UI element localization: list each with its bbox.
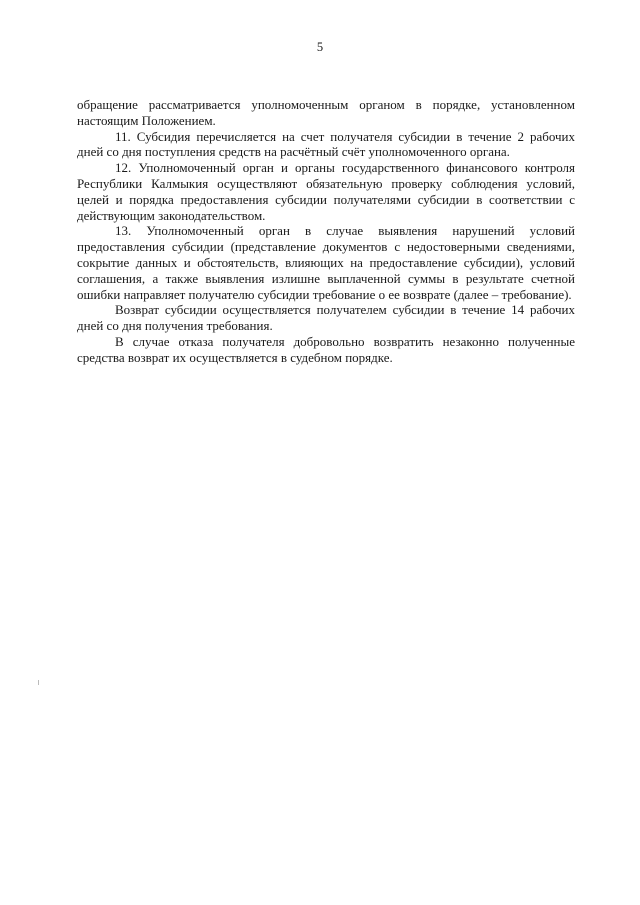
paragraph-item-12: 12. Уполномоченный орган и органы государственного финансового контроля Республики Калмыкия осуществляют обязательную проверку соблюдения условий, целей и порядка предоставления субсидии получателями субсидии в соответствии с действующим законодательством. — [77, 160, 575, 223]
paragraph-item-11: 11. Субсидия перечисляется на счет получателя субсидии в течение 2 рабочих дней со дня поступления средств на расчётный счёт уполномоченного органа. — [77, 128, 575, 160]
document-body — [77, 97, 575, 366]
paragraph-judicial-refund: В случае отказа получателя добровольно возвратить незаконно полученные средства возврат их осуществляется в судебном порядке. — [77, 333, 575, 365]
paragraph-refund-term: Возврат субсидии осуществляется получателем субсидии в течение 14 рабочих дней со дня получения требования. — [77, 302, 575, 334]
scan-mark — [38, 680, 39, 685]
paragraph-item-13: 13. Уполномоченный орган в случае выявления нарушений условий предоставления субсидии (представление документов с недостоверными сведениями, сокрытие данных и обстоятельств, влияющих на предоставление субсидии), условий соглашения, а также выявления излишне выплаченной суммы в результате счетной ошибки направляет получателю субсидии требование о ее возврате (далее – требование). — [77, 223, 575, 302]
page-number: 5 — [316, 40, 324, 54]
paragraph-continuation: обращение рассматривается уполномоченным органом в порядке, установленном настоящим Положением. — [77, 97, 575, 128]
